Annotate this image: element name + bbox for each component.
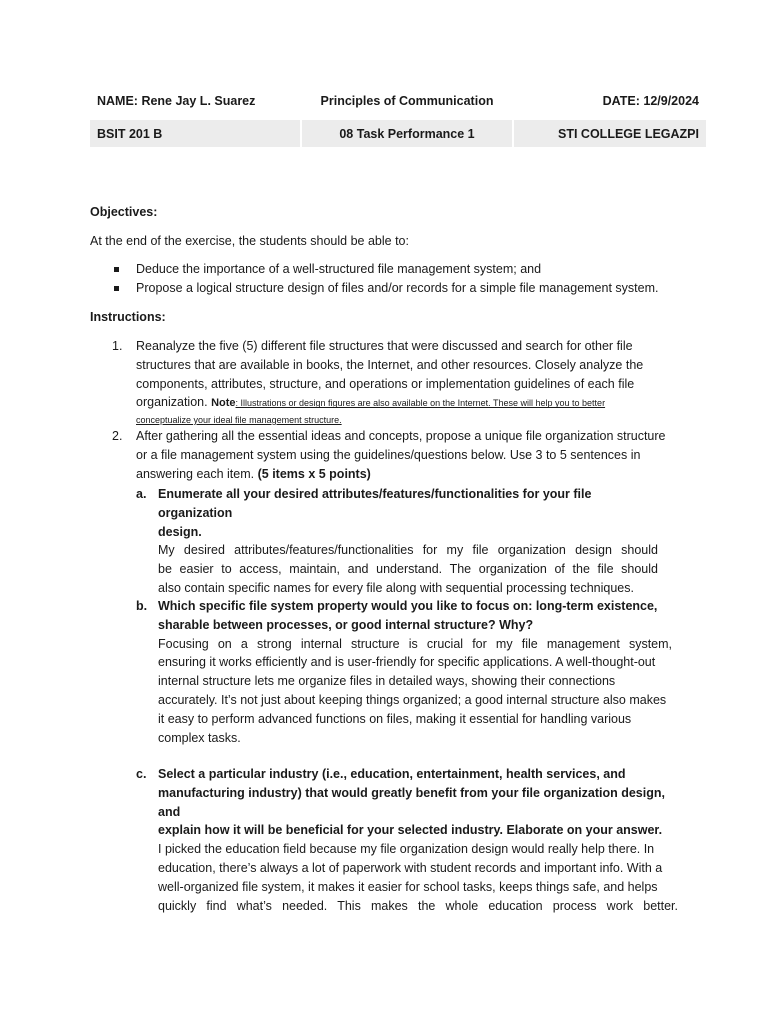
text-line: After gathering all the essential ideas and concepts, propose a unique file organization structure [136, 429, 666, 443]
question-line: explain how it will be beneficial for your selected industry. Elaborate on your answer. [158, 823, 663, 838]
text-line: structures that are available in books, the Internet, and other resources. Closely analyze the [136, 357, 644, 372]
question-line: sharable between processes, or good internal structure? Why? [158, 617, 534, 632]
answer-line: accurately. It’s not just about keeping things organized; a good internal structure also makes [158, 692, 667, 707]
text-line [136, 465, 681, 484]
header-row-1 [90, 88, 706, 114]
answer-line: I picked the education field because my file organization design would really help there. In [158, 842, 655, 857]
instructions-heading: Instructions: [90, 310, 166, 324]
header-row-2 [90, 120, 706, 147]
school-name: STI COLLEGE LEGAZPI [514, 120, 706, 147]
answer-line: quickly find what’s needed. This makes the whole education process work better. [158, 898, 678, 913]
answer-line: My desired attributes/features/functionalities for my file organization design should [158, 543, 658, 558]
text-segment: organization. [136, 395, 208, 410]
answer-line: it easy to perform advanced functions on files, making it essential for handling various [158, 711, 632, 726]
question-letter: c. [136, 767, 147, 781]
date-label: DATE: 12/9/2024 [602, 94, 699, 108]
answer-line: Focusing on a strong internal structure is crucial for my file management system, [158, 636, 672, 651]
bullet-icon [114, 286, 119, 291]
answer-line: internal structure lets me organize files in detailed ways, showing their connections [158, 674, 616, 689]
instruction-1-text [136, 337, 676, 413]
points-label: (5 items x 5 points) [257, 466, 371, 481]
question-line: design. [158, 524, 202, 539]
question-line: Select a particular industry (i.e., education, entertainment, health services, and [158, 767, 626, 781]
answer-line: well-organized file system, it makes it easier for school tasks, keeps things safe, and helps [158, 879, 658, 894]
objectives-intro: At the end of the exercise, the students should be able to: [90, 234, 409, 248]
task-title: 08 Task Performance 1 [300, 120, 514, 147]
answer-line: education, there’s always a lot of paperwork with student records and important info. With a [158, 860, 663, 875]
objective-item: Deduce the importance of a well-structured file management system; and [136, 262, 542, 276]
question-b [158, 597, 672, 747]
question-a [158, 485, 658, 598]
objective-item: Propose a logical structure design of files and/or records for a simple file management system. [136, 281, 659, 295]
list-number: 2. [112, 429, 123, 443]
note-label: Note [211, 397, 236, 410]
note-text: : Illustrations or design figures are also available on the Internet. These will help you to better [235, 398, 606, 409]
answer-line: complex tasks. [158, 730, 241, 745]
question-letter: b. [136, 599, 148, 613]
question-line: Which specific file system property would you like to focus on: long-term existence, [158, 599, 658, 613]
answer-line: ensuring it works efficiently and is user-friendly for specific applications. A well-thought-out [158, 655, 656, 670]
note-continuation [136, 412, 342, 427]
question-line: manufacturing industry) that would greatly benefit from your file organization design, and [158, 785, 665, 819]
bullet-icon [114, 267, 119, 272]
note-text: conceptualize your ideal file management structure. [136, 415, 342, 425]
text-line [136, 393, 676, 413]
answer-line: be easier to access, maintain, and understand. The organization of the file should [158, 562, 658, 577]
question-line: Enumerate all your desired attributes/features/functionalities for your file organization [158, 487, 592, 520]
text-line: Reanalyze the five (5) different file structures that were discussed and search for other file [136, 339, 633, 353]
answer-line: also contain specific names for every file along with sequential processing techniques. [158, 580, 634, 595]
text-segment: answering each item. [136, 466, 255, 481]
student-name: NAME: Rene Jay L. Suarez [97, 94, 256, 108]
question-c [158, 765, 678, 915]
text-line: or a file management system using the guidelines/questions below. Use 3 to 5 sentences in [136, 447, 641, 462]
subject-title: Principles of Communication [320, 94, 494, 108]
objectives-heading: Objectives: [90, 205, 158, 219]
instruction-2-text [136, 427, 681, 483]
question-letter: a. [136, 487, 147, 501]
section-label: BSIT 201 B [90, 120, 300, 147]
list-number: 1. [112, 339, 123, 353]
text-line: components, attributes, structure, and operations or implementation guidelines of each file [136, 376, 635, 391]
